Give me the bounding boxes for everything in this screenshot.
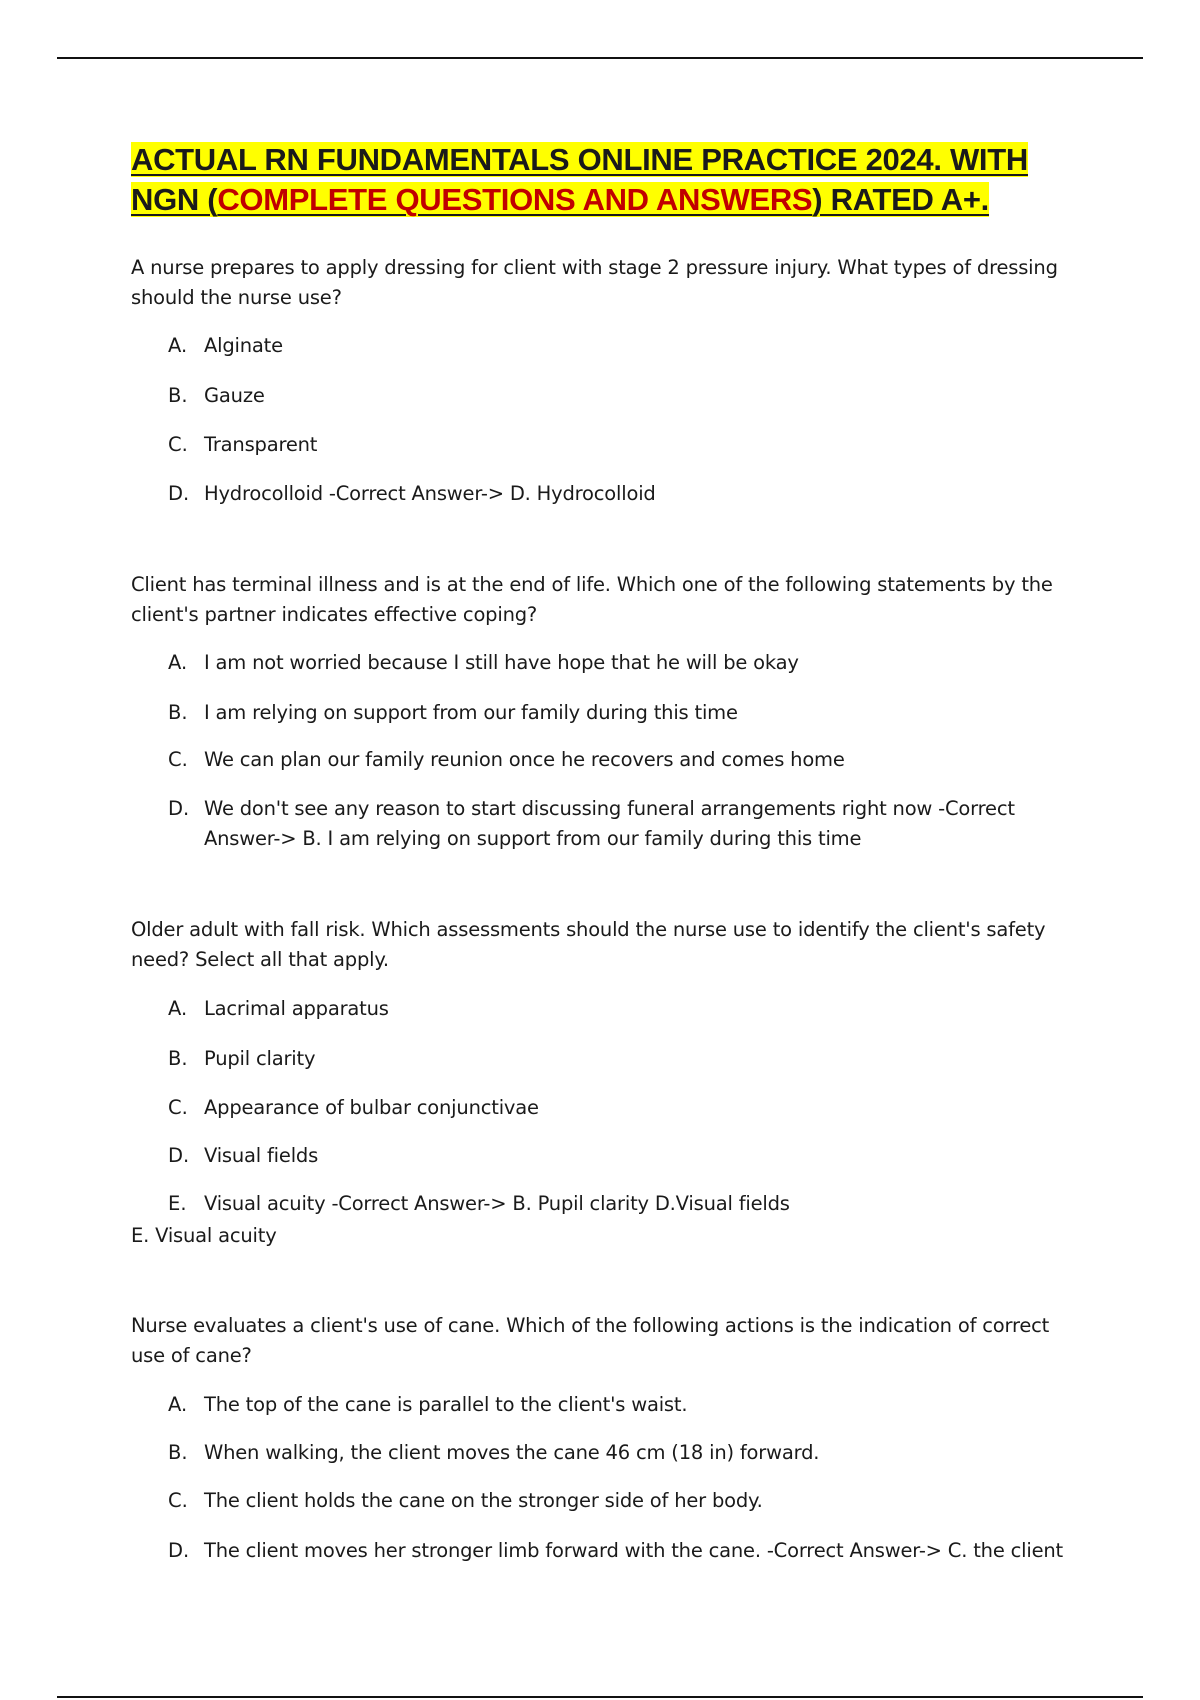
question-stem: use of cane? [131, 1344, 252, 1367]
header-rule [57, 57, 1143, 59]
title-prefix: NGN ( [131, 182, 218, 217]
question-stem: should the nurse use? [131, 286, 342, 309]
option-text: Hydrocolloid -Correct Answer-> D. Hydrocolloid [204, 482, 656, 505]
option-text: The client holds the cane on the stronger side of her body. [204, 1489, 763, 1512]
option-text: We don't see any reason to start discussing funeral arrangements right now -Correct [204, 797, 1015, 820]
option-letter: B. [168, 701, 188, 724]
question-stem: Client has terminal illness and is at the end of life. Which one of the following statements by the [131, 573, 1053, 596]
option-letter: A. [168, 1393, 188, 1416]
option-text: The top of the cane is parallel to the client's waist. [204, 1393, 688, 1416]
question-stem: Nurse evaluates a client's use of cane. Which of the following actions is the indication of correct [131, 1314, 1050, 1337]
option-text: Visual acuity -Correct Answer-> B. Pupil clarity D.Visual fields [204, 1192, 790, 1215]
option-text: Alginate [204, 334, 283, 357]
option-text: I am relying on support from our family during this time [204, 701, 738, 724]
option-text: Appearance of bulbar conjunctivae [204, 1096, 539, 1119]
option-letter: B. [168, 1441, 188, 1464]
question-stem: client's partner indicates effective coping? [131, 603, 538, 626]
option-letter: B. [168, 384, 188, 407]
option-letter: C. [168, 1096, 188, 1119]
option-letter: A. [168, 997, 188, 1020]
document-title [131, 140, 1028, 220]
title-line-1: ACTUAL RN FUNDAMENTALS ONLINE PRACTICE 2024. WITH [131, 142, 1028, 177]
option-text: Transparent [204, 433, 318, 456]
footer-rule [57, 1696, 1143, 1698]
option-text: Pupil clarity [204, 1047, 316, 1070]
option-letter: C. [168, 748, 188, 771]
option-letter: A. [168, 334, 188, 357]
option-letter: C. [168, 1489, 188, 1512]
answer-continuation: E. Visual acuity [131, 1224, 277, 1247]
title-line-2 [131, 182, 989, 217]
question-stem: need? Select all that apply. [131, 948, 389, 971]
question-stem: Older adult with fall risk. Which assessments should the nurse use to identify the client's safety [131, 918, 1046, 941]
option-text: The client moves her stronger limb forward with the cane. -Correct Answer-> C. the client [204, 1539, 1063, 1562]
option-text: I am not worried because I still have hope that he will be okay [204, 651, 799, 674]
title-red-text: COMPLETE QUESTIONS AND ANSWERS [217, 182, 813, 217]
option-text: Answer-> B. I am relying on support from our family during this time [204, 827, 862, 850]
option-letter: C. [168, 433, 188, 456]
option-letter: D. [168, 797, 190, 820]
option-letter: B. [168, 1047, 188, 1070]
option-letter: D. [168, 1539, 190, 1562]
option-text: Gauze [204, 384, 265, 407]
option-text: Lacrimal apparatus [204, 997, 389, 1020]
option-text: When walking, the client moves the cane 46 cm (18 in) forward. [204, 1441, 820, 1464]
question-stem: A nurse prepares to apply dressing for client with stage 2 pressure injury. What types of dressing [131, 256, 1058, 279]
option-text: We can plan our family reunion once he recovers and comes home [204, 748, 845, 771]
option-letter: E. [168, 1192, 187, 1215]
option-letter: D. [168, 1144, 190, 1167]
option-letter: D. [168, 482, 190, 505]
option-text: Visual fields [204, 1144, 319, 1167]
title-suffix: ) RATED A+. [812, 182, 989, 217]
option-letter: A. [168, 651, 188, 674]
